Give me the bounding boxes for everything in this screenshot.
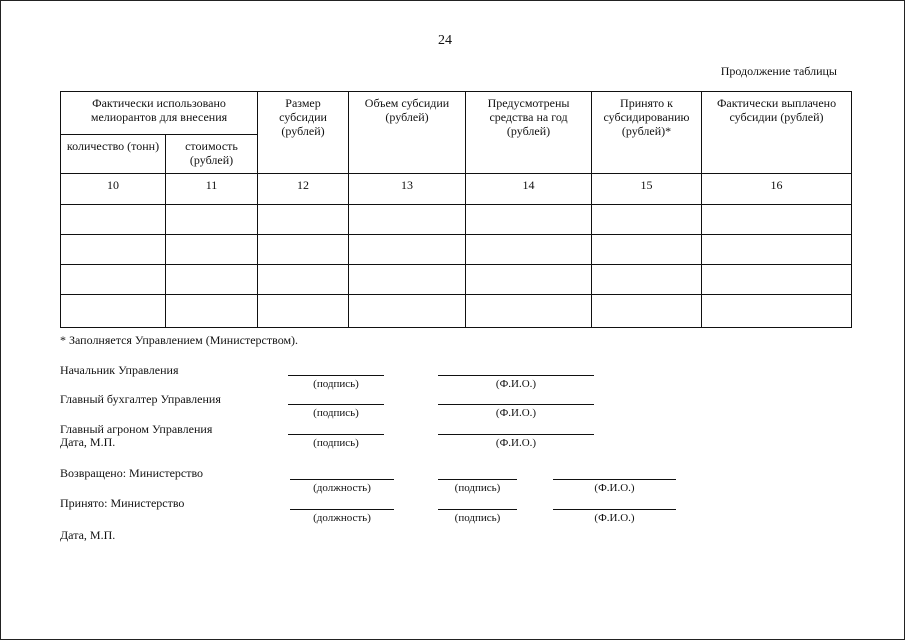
signature-line-accountant[interactable]: (подпись)	[288, 404, 384, 419]
label-accepted: Принято: Министерство	[60, 496, 185, 510]
table-cell[interactable]	[702, 265, 852, 295]
table-cell[interactable]	[349, 265, 466, 295]
label-accountant: Главный бухгалтер Управления	[60, 392, 221, 406]
table-cell[interactable]	[166, 235, 258, 265]
signature-line-agronomist[interactable]: (подпись)	[288, 434, 384, 449]
table-row	[61, 205, 852, 235]
position-line-accepted[interactable]: (должность)	[290, 509, 394, 524]
column-number: 13	[349, 174, 466, 205]
label-agronomist: Главный агроном Управления	[60, 422, 213, 436]
table-cell[interactable]	[349, 205, 466, 235]
table-cell[interactable]	[592, 295, 702, 328]
header-funds-planned: Предусмотрены средства на год (рублей)	[466, 92, 592, 174]
header-quantity: количество (тонн)	[61, 135, 166, 174]
column-number: 14	[466, 174, 592, 205]
table-cell[interactable]	[61, 205, 166, 235]
footnote: * Заполняется Управлением (Министерством).	[60, 333, 299, 347]
fio-line-head[interactable]: (Ф.И.О.)	[438, 375, 594, 390]
label-date-mp-2: Дата, М.П.	[60, 528, 116, 542]
table-cell[interactable]	[702, 235, 852, 265]
fio-line-accountant[interactable]: (Ф.И.О.)	[438, 404, 594, 419]
column-number: 10	[61, 174, 166, 205]
label-date-mp-1: Дата, М.П.	[60, 435, 116, 449]
subsidy-table	[60, 91, 852, 328]
header-meliorants-used: Фактически использовано мелиорантов для внесения	[61, 92, 258, 135]
table-cell[interactable]	[592, 265, 702, 295]
column-number: 15	[592, 174, 702, 205]
signature-line-accepted[interactable]: (подпись)	[438, 509, 517, 524]
table-cell[interactable]	[61, 235, 166, 265]
header-cost: стоимость (рублей)	[166, 135, 258, 174]
table-row	[61, 295, 852, 328]
header-accepted-for-subsidy: Принято к субсидированию (рублей)*	[592, 92, 702, 174]
fio-line-accepted[interactable]: (Ф.И.О.)	[553, 509, 676, 524]
table-cell[interactable]	[592, 205, 702, 235]
label-returned: Возвращено: Министерство	[60, 466, 204, 480]
fio-line-returned[interactable]: (Ф.И.О.)	[553, 479, 676, 494]
table-cell[interactable]	[349, 235, 466, 265]
table-cell[interactable]	[258, 265, 349, 295]
table-row	[61, 265, 852, 295]
column-number: 16	[702, 174, 852, 205]
column-number: 12	[258, 174, 349, 205]
column-number: 11	[166, 174, 258, 205]
table-cell[interactable]	[166, 205, 258, 235]
table-cell[interactable]	[702, 295, 852, 328]
table-cell[interactable]	[466, 205, 592, 235]
table-cell[interactable]	[61, 265, 166, 295]
continuation-label: Продолжение таблицы	[720, 64, 837, 78]
header-actually-paid: Фактически выплачено субсидии (рублей)	[702, 92, 852, 174]
header-subsidy-volume: Объем субсидии (рублей)	[349, 92, 466, 174]
page-number: 24	[438, 33, 452, 48]
header-subsidy-size: Размер субсидии (рублей)	[258, 92, 349, 174]
table-cell[interactable]	[258, 235, 349, 265]
table-cell[interactable]	[166, 295, 258, 328]
label-head: Начальник Управления	[60, 363, 179, 377]
signature-line-head[interactable]: (подпись)	[288, 375, 384, 390]
signature-line-returned[interactable]: (подпись)	[438, 479, 517, 494]
table-cell[interactable]	[466, 235, 592, 265]
fio-line-agronomist[interactable]: (Ф.И.О.)	[438, 434, 594, 449]
table-cell[interactable]	[349, 295, 466, 328]
table-cell[interactable]	[702, 205, 852, 235]
table-row	[61, 235, 852, 265]
table-cell[interactable]	[258, 295, 349, 328]
table-cell[interactable]	[592, 235, 702, 265]
table-cell[interactable]	[166, 265, 258, 295]
position-line-returned[interactable]: (должность)	[290, 479, 394, 494]
table-cell[interactable]	[61, 295, 166, 328]
table-cell[interactable]	[466, 295, 592, 328]
table-cell[interactable]	[466, 265, 592, 295]
table-cell[interactable]	[258, 205, 349, 235]
